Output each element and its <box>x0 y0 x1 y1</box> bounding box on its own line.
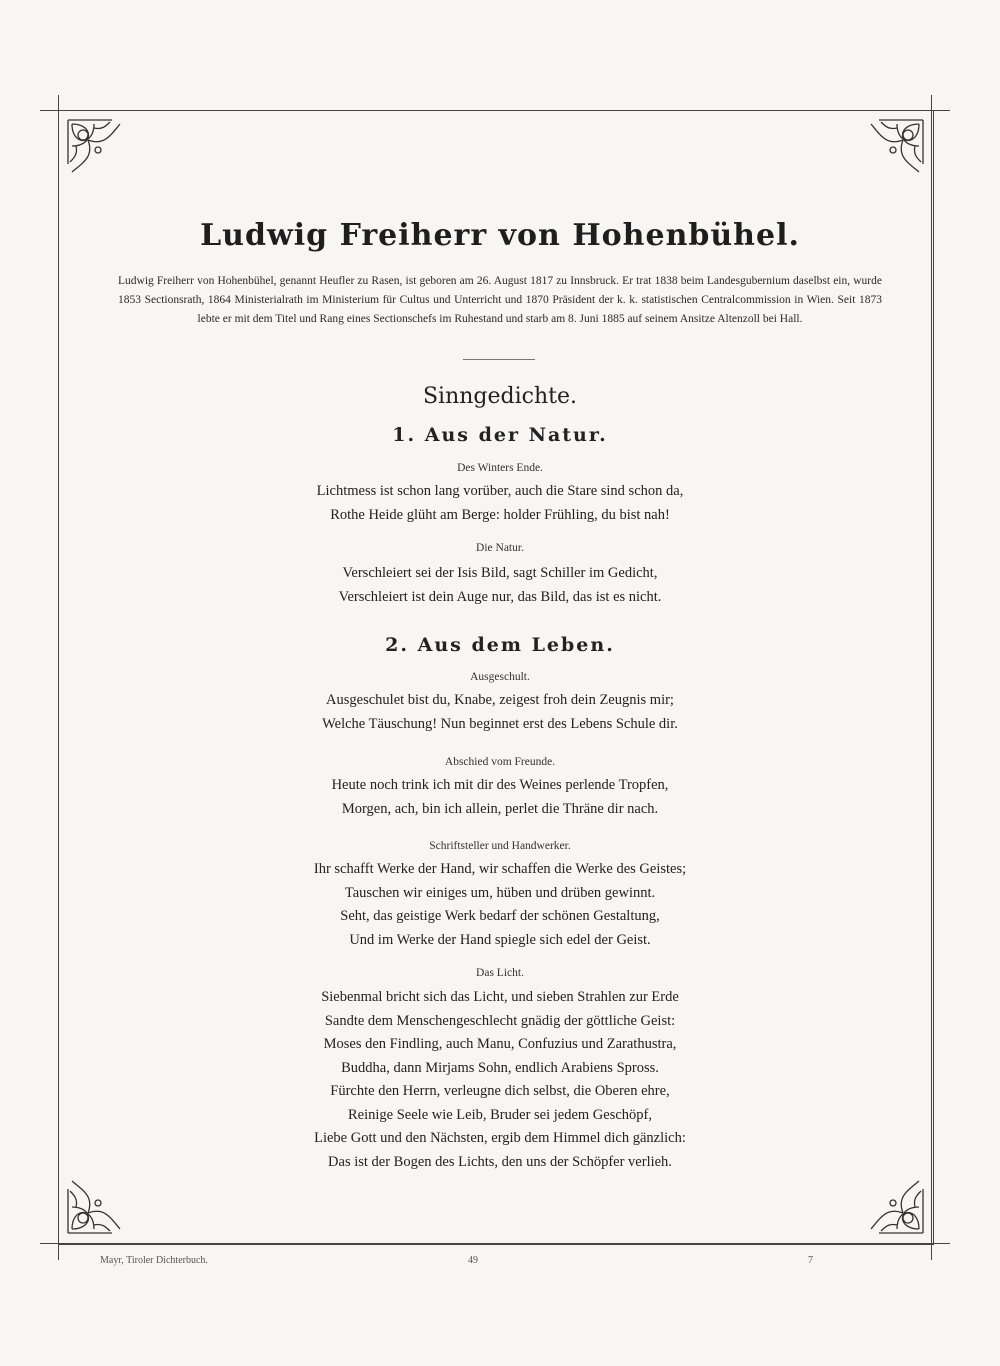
corner-ornament-icon <box>857 116 927 186</box>
poem-title: Schriftsteller und Handwerker. <box>429 840 571 852</box>
poem-title: Die Natur. <box>476 542 524 554</box>
part-heading-life: 2. Aus dem Leben. <box>385 634 615 656</box>
poem-verse <box>0 689 1000 736</box>
poem-verse <box>0 562 1000 609</box>
footer-source: Mayr, Tiroler Dichterbuch. <box>100 1255 208 1266</box>
verse-line: Buddha, dann Mirjams Sohn, endlich Arabiens Spross. <box>341 1059 659 1076</box>
verse-line: Verschleiert sei der Isis Bild, sagt Schiller im Gedicht, <box>342 565 658 581</box>
verse-line: Lichtmess ist schon lang vorüber, auch die Stare sind schon da, <box>316 483 684 499</box>
verse-line: Siebenmal bricht sich das Licht, und sieben Strahlen zur Erde <box>321 989 679 1005</box>
poem-title: Ausgeschult. <box>470 671 530 683</box>
verse-line: Verschleiert ist dein Auge nur, das Bild, das ist es nicht. <box>338 588 662 605</box>
poem-title: Des Winters Ende. <box>457 462 543 474</box>
part-heading-nature: 1. Aus der Natur. <box>392 424 608 446</box>
verse-line: Tauschen wir einiges um, hüben und drüben gewinnt. <box>344 884 656 901</box>
corner-ornament-icon <box>857 1167 927 1237</box>
verse-line: Das ist der Bogen des Lichts, den uns der Schöpfer verlieh. <box>328 1153 672 1170</box>
verse-line: Liebe Gott und den Nächsten, ergib dem Himmel dich gänzlich: <box>314 1130 686 1146</box>
verse-line: Moses den Findling, auch Manu, Confuzius und Zarathustra, <box>323 1036 677 1052</box>
verse-line: Rothe Heide glüht am Berge: holder Frühling, du bist nah! <box>330 506 670 523</box>
author-biography: Ludwig Freiherr von Hohenbühel, genannt Heufler zu Rasen, ist geboren am 26. August 1817 zu Innsbruck. Er trat 1838 beim Landesgubernium daselbst ein, wurde 1853 Sectionsrath, 1864 Ministerialrath im Ministerium für Cultus und Unterricht und 1870 Präsident der k. k. statistischen Centralcommission in Wien. Seit 1873 lebte er mit dem Titel und Rang eines Sectionschefs im Ruhestand und starb am 8. Juni 1885 auf seinem Ansitze Altenzoll bei Hall. <box>118 275 882 325</box>
verse-line: Ausgeschulet bist du, Knabe, zeigest froh dein Zeugnis mir; <box>326 692 674 708</box>
poem-verse <box>0 986 1000 1174</box>
page-number: 49 <box>468 1255 478 1266</box>
verse-line: Morgen, ach, bin ich allein, perlet die Thräne dir nach. <box>341 800 659 817</box>
corner-ornament-icon <box>64 1167 134 1237</box>
verse-line: Heute noch trink ich mit dir des Weines perlende Tropfen, <box>331 777 669 793</box>
corner-ornament-icon <box>64 116 134 186</box>
verse-line: Sandte dem Menschengeschlecht gnädig der göttliche Geist: <box>324 1012 676 1029</box>
verse-line: Seht, das geistige Werk bedarf der schönen Gestaltung, <box>340 908 660 924</box>
poem-verse <box>0 774 1000 821</box>
divider <box>463 359 535 360</box>
verse-line: Fürchte den Herrn, verleugne dich selbst, die Oberen ehre, <box>330 1083 670 1099</box>
poem-verse <box>0 858 1000 952</box>
verse-line: Welche Täuschung! Nun beginnet erst des Lebens Schule dir. <box>322 715 678 732</box>
poem-title: Abschied vom Freunde. <box>444 756 556 768</box>
verse-line: Reinige Seele wie Leib, Bruder sei jedem Geschöpf, <box>348 1106 652 1123</box>
poem-verse <box>0 480 1000 527</box>
section-title: Sinngedichte. <box>422 384 577 409</box>
verse-line: Und im Werke der Hand spiegle sich edel der Geist. <box>349 931 651 948</box>
signature-mark: 7 <box>808 1255 813 1266</box>
verse-line: Ihr schafft Werke der Hand, wir schaffen die Werke des Geistes; <box>313 861 687 877</box>
page-title: Ludwig Freiherr von Hohenbühel. <box>200 218 800 253</box>
poem-title: Das Licht. <box>476 967 524 979</box>
